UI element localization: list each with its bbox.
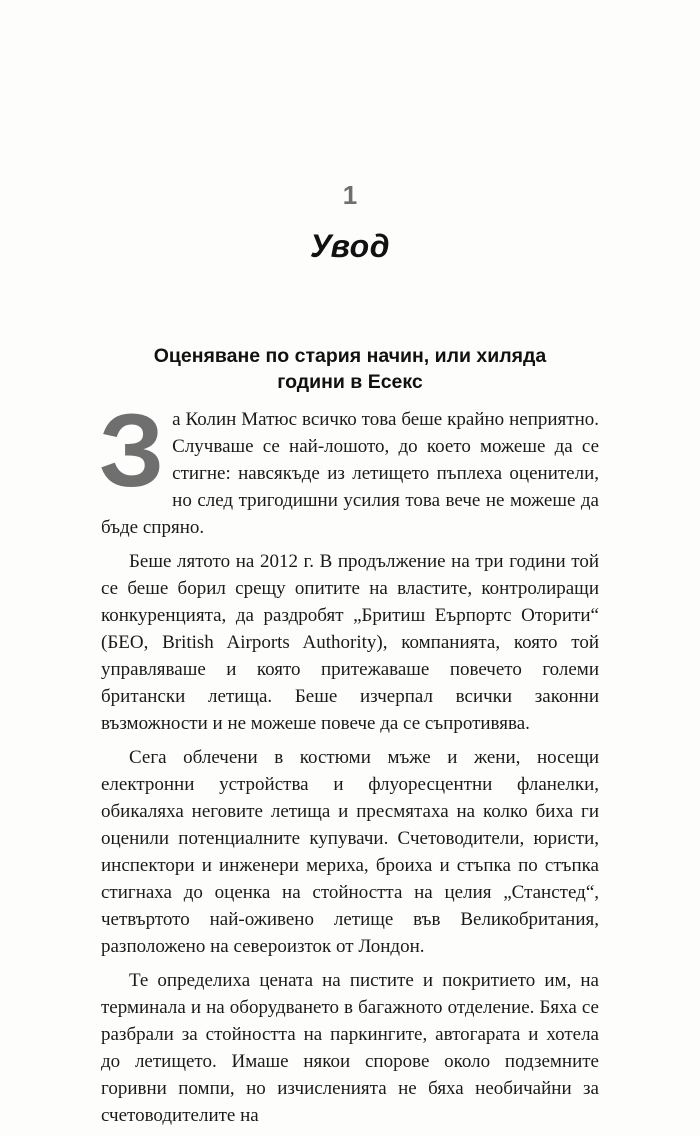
section-heading [110,343,590,395]
section-heading-line-2: години в Есекс [277,371,423,393]
chapter-number: 1 [342,180,358,210]
paragraph-1-text: а Колин Матюс всичко това беше крайно неприятно. Случваше се най-лошото, до което можеше да се стигне: навсякъде из летището пъплеха оценители, но след тригодишни усилия това вече не можеше да бъде спряно. [101,409,599,538]
body-text [99,393,599,1136]
drop-cap: З [99,393,165,509]
paragraph-4: Те определиха цената на пистите и покритието им, на терминала и на оборудването в багажното отделение. Бяха се разбрали за стойността на паркингите, автогарата и хотела до летището. Имаше някои спорове около подземните горивни помпи, но изчисленията не бяха необичайни за счетоводителите на [101,970,599,1126]
paragraph-1 [99,393,599,541]
chapter-title: Увод [310,228,390,264]
paragraph-2: Беше лятото на 2012 г. В продължение на три години той се беше борил срещу опитите на властите, контролиращи конкуренцията, да раздробят „Бритиш Еърпортс Оторити“ (БЕО, British Airports Authority), компанията, която той управляваше и която притежаваше повечето големи британски летища. Беше изчерпал всички законни възможности и не можеше повече да се съпротивява. [101,551,599,734]
paragraph-3: Сега облечени в костюми мъже и жени, носещи електронни устройства и флуоресцентни фланелки, обикаляха неговите летища и пресмятаха на колко биха ги оценили потенциалните купувачи. Счетоводители, юристи, инспектори и инженери мериха, броиха и стъпка по стъпка стигнаха до оценка на стойността на целия „Станстед“, четвъртото най-оживено летище във Великобритания, разположено на североизток от Лондон. [101,747,599,957]
section-heading-line-1: Оценяване по стария начин, или хиляда [153,345,547,367]
